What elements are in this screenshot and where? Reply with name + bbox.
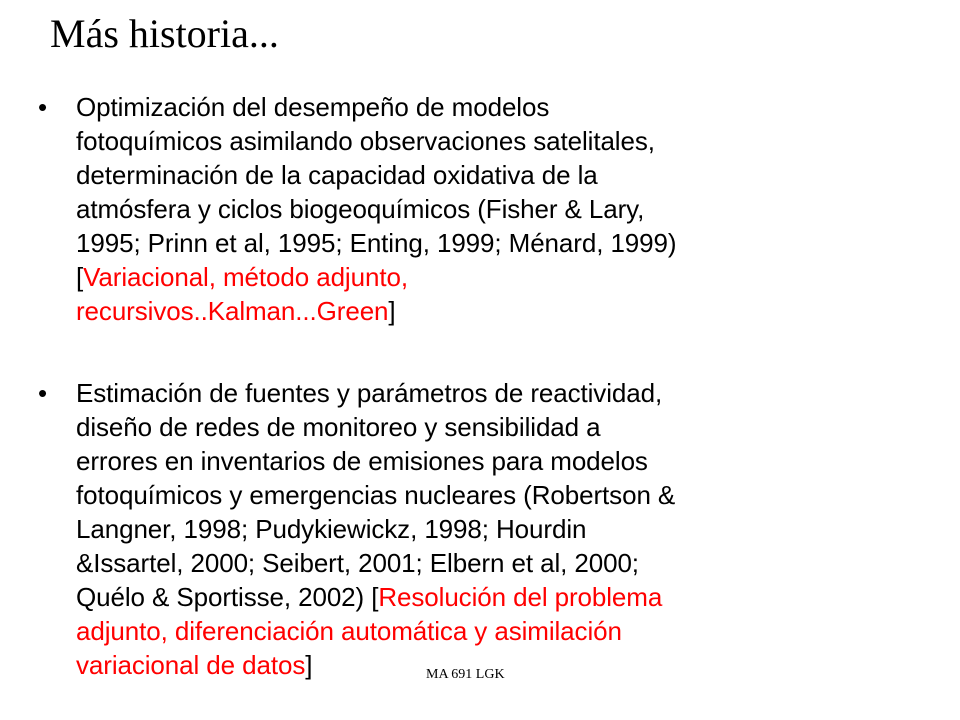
bullet-item-estimation bbox=[36, 376, 936, 682]
bullet-line: Langner, 1998; Pudykiewickz, 1998; Hourdin bbox=[76, 514, 587, 544]
bullet-dot-icon: • bbox=[38, 378, 48, 408]
bullet-line bbox=[76, 614, 936, 648]
bullet-line: errores en inventarios de emisiones para modelos bbox=[76, 446, 648, 476]
highlighted-method-text: variacional de datos bbox=[76, 650, 306, 680]
bullet-dot-icon: • bbox=[38, 92, 48, 122]
bullet-item-optimization bbox=[36, 90, 936, 328]
bullet-line: fotoquímicos y emergencias nucleares (Robertson & bbox=[76, 480, 676, 510]
highlighted-method-text: recursivos..Kalman...Green bbox=[76, 296, 389, 326]
bullet-list bbox=[36, 90, 936, 682]
bullet-line: determinación de la capacidad oxidativa de la bbox=[76, 160, 598, 190]
slide-title: Más historia... bbox=[50, 11, 279, 56]
highlighted-method-text: Resolución del problema bbox=[378, 582, 663, 612]
highlighted-method-text: adjunto, diferenciación automática y asimilación bbox=[76, 616, 622, 646]
bullet-line: Quélo & Sportisse, 2002) [Resolución del problema bbox=[76, 582, 663, 612]
bullet-line: diseño de redes de monitoreo y sensibilidad a bbox=[76, 412, 601, 442]
slide-footer: MA 691 LGK bbox=[426, 667, 505, 682]
bullet-line: 1995; Prinn et al, 1995; Enting, 1999; Ménard, 1999) bbox=[76, 228, 677, 258]
bullet-line: Estimación de fuentes y parámetros de reactividad, bbox=[76, 378, 663, 408]
bullet-line: [Variacional, método adjunto, bbox=[76, 262, 408, 292]
bullet-line: &Issartel, 2000; Seibert, 2001; Elbern et al, 2000; bbox=[76, 548, 639, 578]
bullet-line: fotoquímicos asimilando observaciones satelitales, bbox=[76, 126, 655, 156]
bullet-line: recursivos..Kalman...Green] bbox=[76, 296, 396, 326]
bullet-line: variacional de datos] bbox=[76, 650, 313, 680]
bullet-line: atmósfera y ciclos biogeoquímicos (Fisher & Lary, bbox=[76, 194, 645, 224]
bullet-line: Optimización del desempeño de modelos bbox=[76, 92, 550, 122]
highlighted-method-text: Variacional, método adjunto, bbox=[83, 262, 408, 292]
